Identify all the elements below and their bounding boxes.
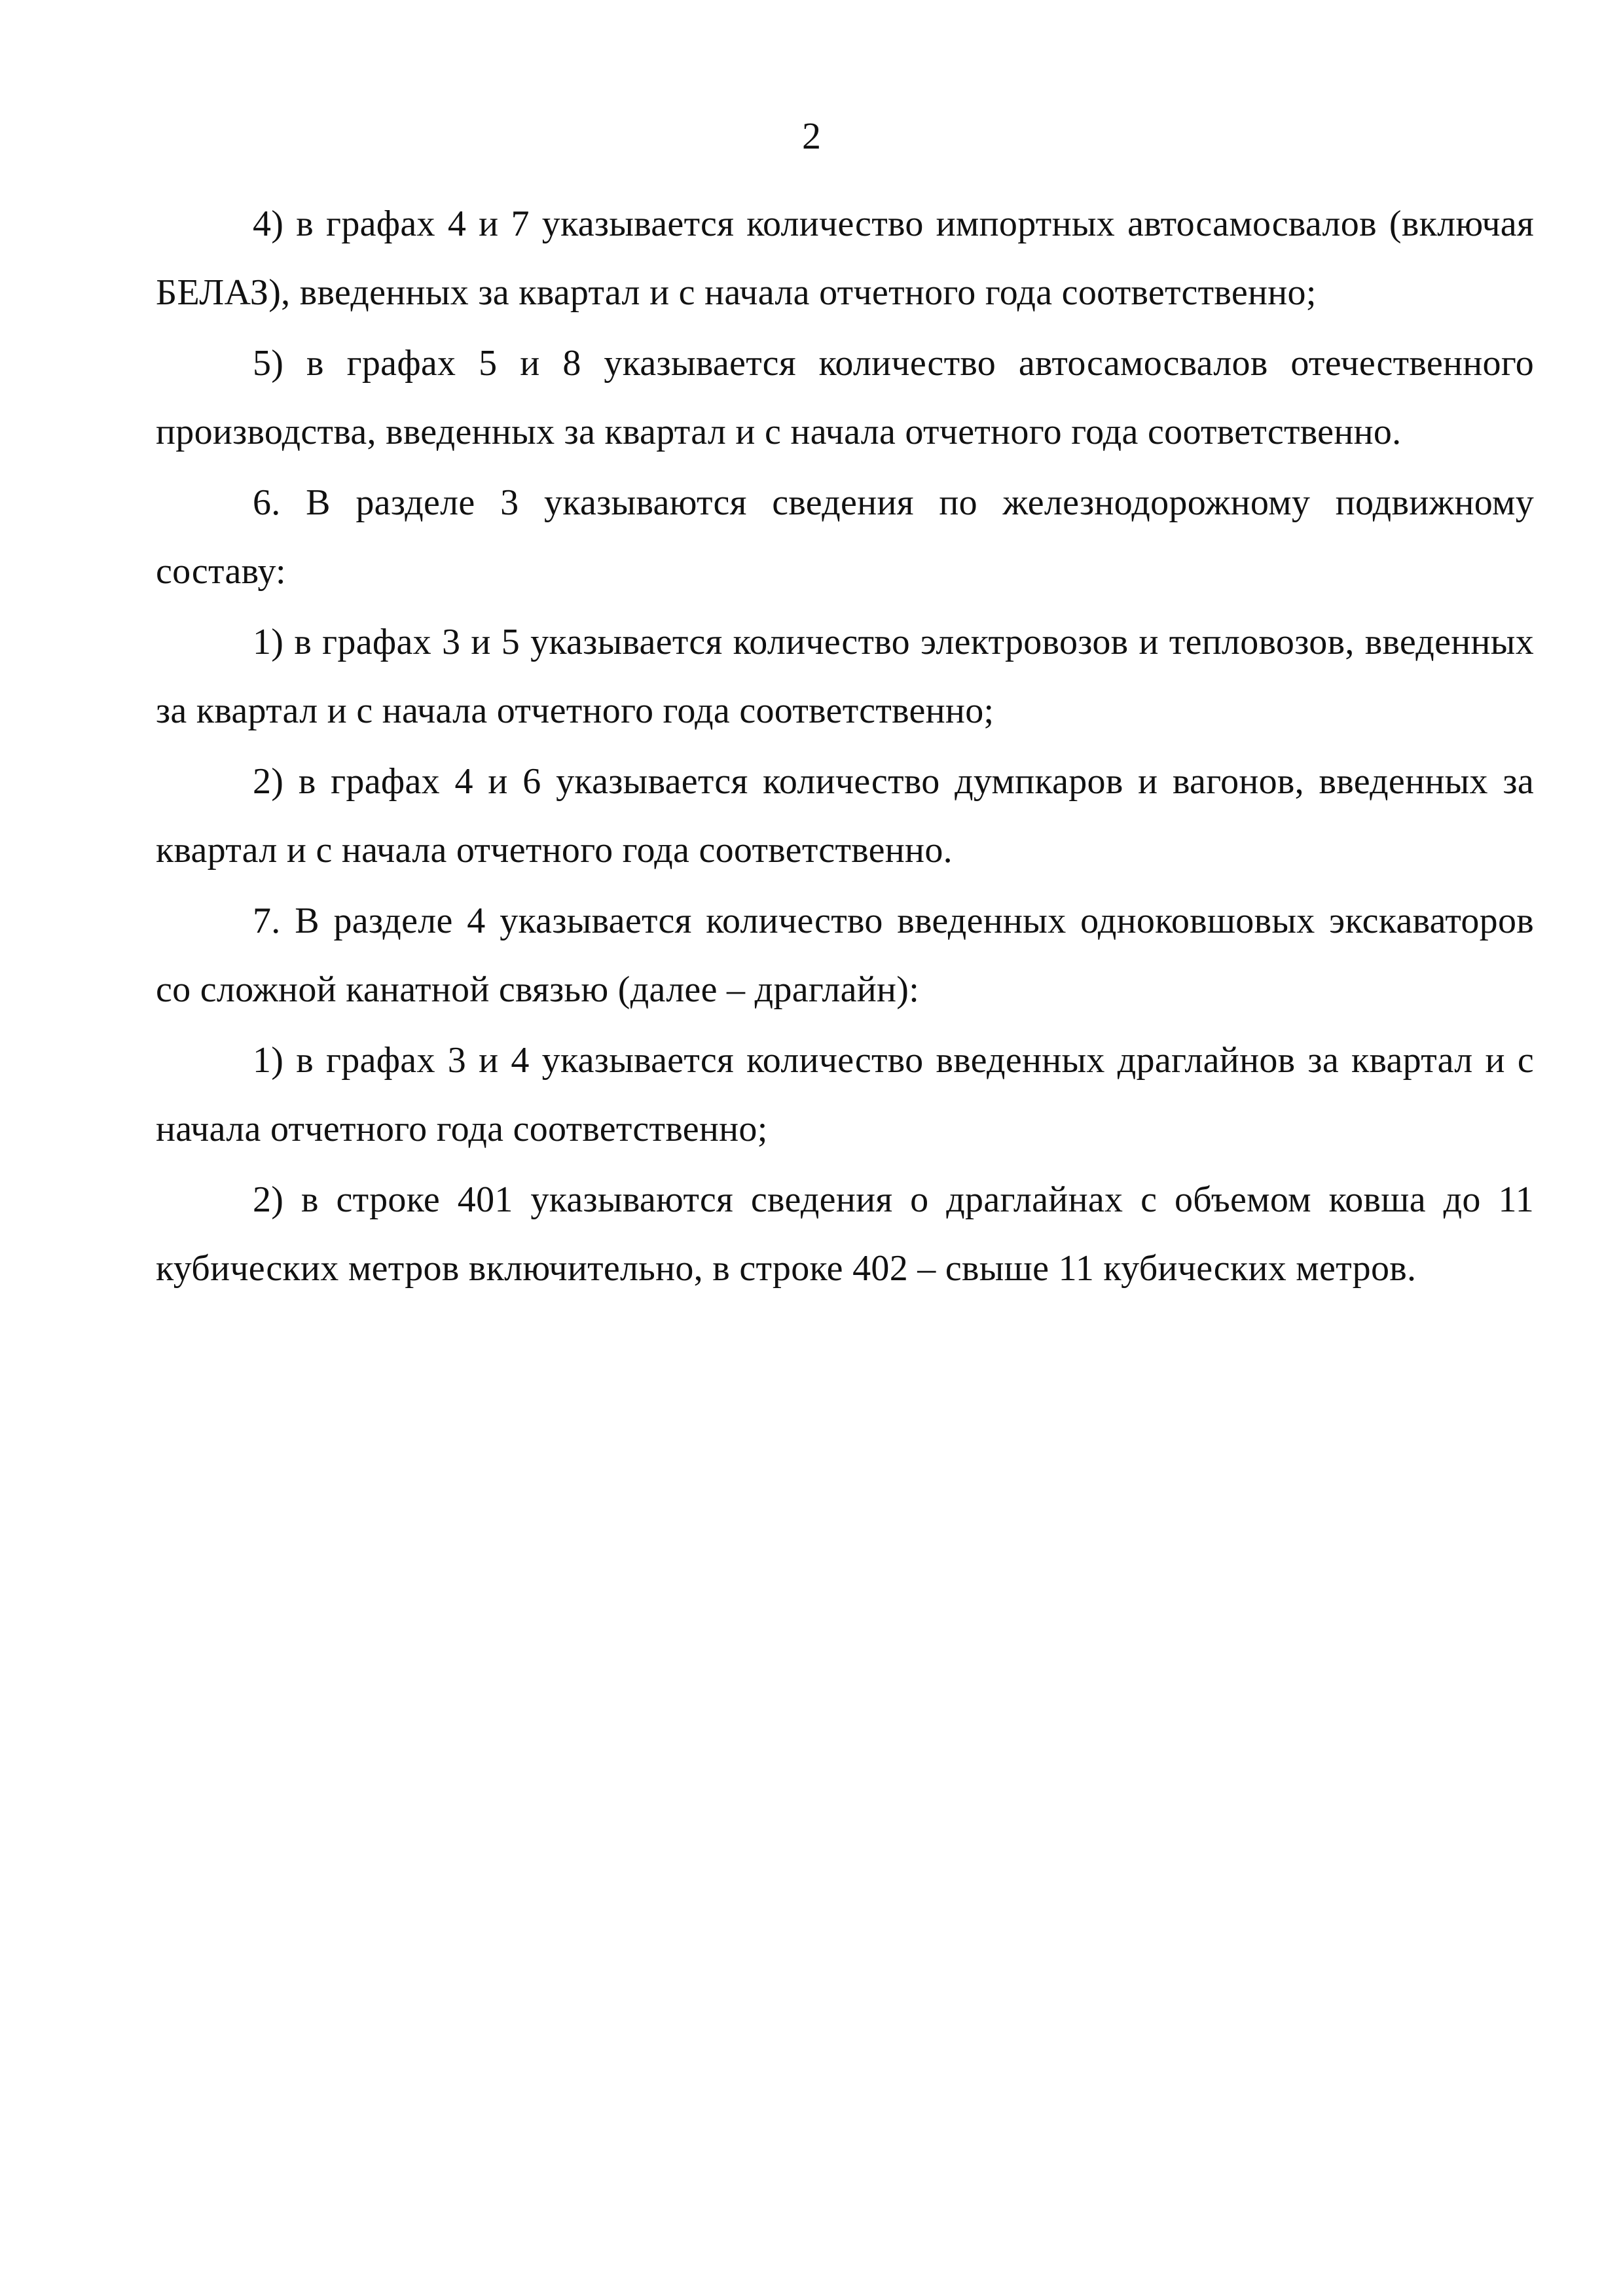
paragraph-section-3: 6. В разделе 3 указываются сведения по железнодорожному подвижному составу:	[156, 482, 1534, 592]
paragraph-graphs-3-5: 1) в графах 3 и 5 указывается количество электровозов и тепловозов, введенных за квартал и с начала отчетного года соответственно;	[156, 622, 1534, 731]
document-body	[156, 190, 1534, 1305]
paragraph-graphs-3-4: 1) в графах 3 и 4 указывается количество введенных драглайнов за квартал и с начала отчетного года соответственно;	[156, 1040, 1534, 1149]
paragraph-graphs-4-7: 4) в графах 4 и 7 указывается количество импортных автосамосвалов (включая БЕЛАЗ), введенных за квартал и с начала отчетного года соответственно;	[156, 204, 1534, 313]
paragraph-graphs-5-8: 5) в графах 5 и 8 указывается количество автосамосвалов отечественного производства, введенных за квартал и с начала отчетного года соответственно.	[156, 343, 1534, 452]
paragraph-section-4: 7. В разделе 4 указывается количество введенных одноковшовых экскаваторов со сложной канатной связью (далее – драглайн):	[156, 901, 1534, 1010]
paragraph-rows-401-402: 2) в строке 401 указываются сведения о драглайнах с объемом ковша до 11 кубических метров включительно, в строке 402 – свыше 11 кубических метров.	[156, 1179, 1534, 1289]
paragraph-graphs-4-6: 2) в графах 4 и 6 указывается количество думпкаров и вагонов, введенных за квартал и с начала отчетного года соответственно.	[156, 761, 1534, 870]
page-number: 2	[802, 115, 821, 157]
